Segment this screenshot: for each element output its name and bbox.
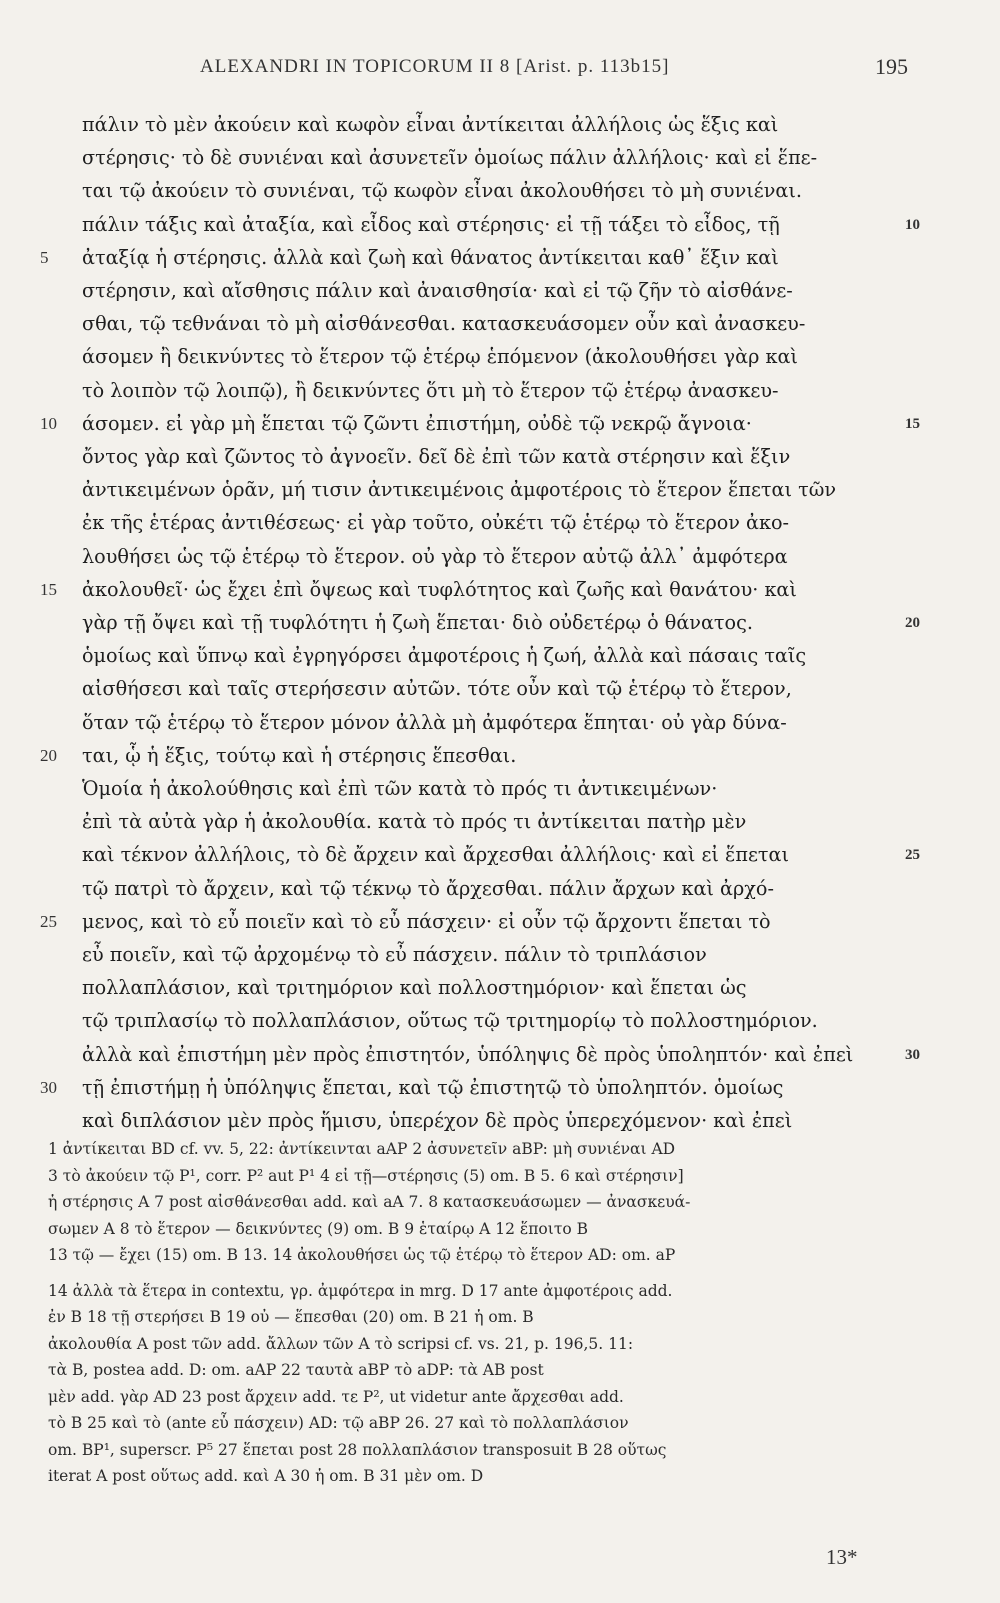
left-line-number: 15 <box>40 579 57 599</box>
text-line-content: ἀλλὰ καὶ ἐπιστήμη μὲν πρὸς ἐπιστητόν, ὑπόληψις δὲ πρὸς ὑποληπτόν· καὶ ἐπεὶ <box>82 1042 854 1066</box>
left-line-number: 20 <box>40 745 57 765</box>
text-line-content: μενος, καὶ τὸ εὖ ποιεῖν καὶ τὸ εὖ πάσχειν· εἰ οὖν τῷ ἄρχοντι ἕπεται τὸ <box>82 909 771 933</box>
left-line-number: 30 <box>40 1077 57 1097</box>
text-line <box>0 938 1000 972</box>
apparatus-line: μὲν add. γὰρ AD 23 post ἄρχειν add. τε P², ut videtur ante ἄρχεσθαι add. <box>48 1387 624 1406</box>
text-line <box>0 1038 1000 1072</box>
text-line-content: σθαι, τῷ τεθνάναι τὸ μὴ αἰσθάνεσθαι. κατασκευάσομεν οὖν καὶ ἀνασκευ- <box>82 312 806 336</box>
text-line-content: ἐκ τῆς ἑτέρας ἀντιθέσεως· εἰ γὰρ τοῦτο, οὐκέτι τῷ ἑτέρῳ τὸ ἕτερον ἀκο- <box>82 511 790 535</box>
apparatus-line: 3 τὸ ἀκούειν τῷ P¹, corr. P² aut P¹ 4 εἰ τῇ—στέρησις (5) om. B 5. 6 καὶ στέρησιν] <box>48 1166 684 1185</box>
text-line <box>0 407 1000 441</box>
text-line <box>0 208 1000 242</box>
text-line <box>0 739 1000 773</box>
text-line-content: άσομεν ἢ δεικνύντες τὸ ἕτερον τῷ ἑτέρῳ ἑπόμενον (ἀκολουθήσει γὰρ καὶ <box>82 345 798 369</box>
text-line <box>0 872 1000 906</box>
right-line-number: 10 <box>905 216 920 233</box>
text-line-content: τῇ ἐπιστήμῃ ἡ ὑπόληψις ἕπεται, καὶ τῷ ἐπιστητῷ τὸ ὑποληπτόν. ὁμοίως <box>82 1075 784 1099</box>
left-line-number: 5 <box>40 247 49 267</box>
text-line-content: τῷ πατρὶ τὸ ἄρχειν, καὶ τῷ τέκνῳ τὸ ἄρχεσθαι. πάλιν ἄρχων καὶ ἀρχό- <box>82 876 774 900</box>
text-line <box>0 274 1000 308</box>
text-line <box>0 639 1000 673</box>
text-line-content: ἀκολουθεῖ· ὡς ἔχει ἐπὶ ὄψεως καὶ τυφλότητος καὶ ζωῆς καὶ θανάτου· καὶ <box>82 577 797 601</box>
running-header <box>200 56 920 78</box>
text-line <box>0 672 1000 706</box>
running-title: ALEXANDRI IN TOPICORUM II 8 [Arist. p. 113b15] <box>200 56 670 77</box>
text-line <box>0 241 1000 275</box>
text-line-content: στέρησιν, καὶ αἴσθησις πάλιν καὶ ἀναισθησία· καὶ εἰ τῷ ζῆν τὸ αἰσθάνε- <box>82 279 793 302</box>
left-line-number: 10 <box>40 413 57 433</box>
apparatus-line: ἐν B 18 τῇ στερήσει B 19 οὐ — ἕπεσθαι (20) om. B 21 ἡ om. B <box>48 1308 534 1326</box>
text-line-content: άσομεν. εἰ γὰρ μὴ ἕπεται τῷ ζῶντι ἐπιστήμη, οὐδὲ τῷ νεκρῷ ἄγνοια· <box>82 411 752 435</box>
apparatus-line: 14 ἀλλὰ τὰ ἕτερα in contextu, γρ. ἀμφότερα in mrg. D 17 ante ἀμφοτέροις add. <box>48 1281 673 1300</box>
text-line <box>0 440 1000 474</box>
text-line <box>0 174 1000 208</box>
text-line <box>0 1004 1000 1038</box>
text-line <box>0 772 1000 806</box>
text-line-content: τὸ λοιπὸν τῷ λοιπῷ), ἢ δεικνύντες ὅτι μὴ τὸ ἕτερον τῷ ἑτέρῳ ἀνασκευ- <box>82 378 779 402</box>
text-line-content: Ὁμοία ἡ ἀκολούθησις καὶ ἐπὶ τῶν κατὰ τὸ πρός τι ἀντικειμένων· <box>82 777 718 800</box>
apparatus-gap <box>48 1269 928 1278</box>
left-line-number: 25 <box>40 911 57 931</box>
text-line <box>0 706 1000 740</box>
apparatus-line: τὰ B, postea add. D: om. aAP 22 ταυτὰ aBP τὸ aDP: τὰ AB post <box>48 1361 544 1379</box>
text-line-content: πάλιν τάξις καὶ ἀταξία, καὶ εἶδος καὶ στέρησις· εἰ τῇ τάξει τὸ εἶδος, τῇ <box>82 212 780 236</box>
text-line-content: ται, ᾧ ἡ ἕξις, τούτῳ καὶ ἡ στέρησις ἕπεσθαι. <box>82 743 517 767</box>
text-line-content: πολλαπλάσιον, καὶ τριτημόριον καὶ πολλοστημόριον· καὶ ἕπεται ὡς <box>82 976 747 1000</box>
apparatus-line: ἡ στέρησις A 7 post αἰσθάνεσθαι add. καὶ aA 7. 8 κατασκευάσωμεν — ἀνασκευά- <box>48 1193 691 1211</box>
text-line <box>0 805 1000 839</box>
critical-apparatus <box>48 1136 928 1490</box>
text-line-content: ται τῷ ἀκούειν τὸ συνιέναι, τῷ κωφὸν εἶναι ἀκολουθήσει τὸ μὴ συνιέναι. <box>82 179 802 203</box>
right-line-number: 20 <box>905 615 920 631</box>
text-line-content: τῷ τριπλασίῳ τὸ πολλαπλάσιον, οὕτως τῷ τριτημορίῳ τὸ πολλοστημόριον. <box>82 1009 818 1033</box>
apparatus-line: σωμεν A 8 τὸ ἕτερον — δεικνύντες (9) om. B 9 ἑταίρῳ A 12 ἕποιτο B <box>48 1219 589 1238</box>
page-number: 195 <box>875 54 908 79</box>
text-line-content: στέρησις· τὸ δὲ συνιέναι καὶ ἀσυνετεῖν ὁμοίως πάλιν ἀλλήλοις· καὶ εἰ ἕπε- <box>82 146 818 170</box>
text-line-content: ὅταν τῷ ἑτέρῳ τὸ ἕτερον μόνον ἀλλὰ μὴ ἀμφότερα ἕπηται· οὐ γὰρ δύνα- <box>82 710 787 734</box>
text-line <box>0 1071 1000 1105</box>
text-line-content: ἀταξίᾳ ἡ στέρησις. ἀλλὰ καὶ ζωὴ καὶ θάνατος ἀντίκειται καθ᾽ ἕξιν καὶ <box>82 245 779 269</box>
text-line-content: καὶ διπλάσιον μὲν πρὸς ἥμισυ, ὑπερέχον δὲ πρὸς ὑπερεχόμενον· καὶ ἐπεὶ <box>82 1109 793 1132</box>
text-line-content: ἐπὶ τὰ αὐτὰ γὰρ ἡ ἀκολουθία. κατὰ τὸ πρός τι ἀντίκειται πατὴρ μὲν <box>82 810 747 834</box>
text-line <box>0 307 1000 341</box>
text-line <box>0 473 1000 507</box>
text-line <box>0 540 1000 574</box>
right-line-number: 25 <box>905 847 920 864</box>
text-line-content: ὄντος γὰρ καὶ ζῶντος τὸ ἀγνοεῖν. δεῖ δὲ ἐπὶ τῶν κατὰ στέρησιν καὶ ἕξιν <box>82 445 791 468</box>
text-line <box>0 573 1000 607</box>
right-line-number: 30 <box>905 1046 920 1063</box>
text-line <box>0 838 1000 872</box>
apparatus-line: om. BP¹, superscr. P⁵ 27 ἕπεται post 28 πολλαπλάσιον transposuit B 28 οὕτως <box>48 1440 667 1459</box>
text-line-content: ἀντικειμένων ὁρᾶν, μή τισιν ἀντικειμένοις ἀμφοτέροις τὸ ἕτερον ἕπεται τῶν <box>82 478 836 502</box>
apparatus-line: τὸ B 25 καὶ τὸ (ante εὖ πάσχειν) AD: τῷ aBP 26. 27 καὶ τὸ πολλαπλάσιον <box>48 1414 629 1432</box>
text-line <box>0 374 1000 408</box>
text-line <box>0 1104 1000 1138</box>
apparatus-line: iterat A post οὕτως add. καὶ A 30 ἡ om. B 31 μὲν om. D <box>48 1467 484 1485</box>
text-line-content: πάλιν τὸ μὲν ἀκούειν καὶ κωφὸν εἶναι ἀντίκειται ἀλλήλοις ὡς ἕξις καὶ <box>82 113 779 136</box>
text-line-content: γὰρ τῇ ὄψει καὶ τῇ τυφλότητι ἡ ζωὴ ἕπεται· διὸ οὐδετέρῳ ὁ θάνατος. <box>82 611 753 634</box>
right-line-number: 15 <box>905 415 920 432</box>
text-line-content: ὁμοίως καὶ ὕπνῳ καὶ ἐγρηγόρσει ἀμφοτέροις ἡ ζωή, ἀλλὰ καὶ πάσαις ταῖς <box>82 644 807 668</box>
apparatus-line: 1 ἀντίκειται BD cf. vv. 5, 22: ἀντίκεινται aAP 2 ἀσυνετεῖν aBP: μὴ συνιέναι AD <box>48 1140 676 1158</box>
apparatus-line: 13 τῷ — ἔχει (15) om. B 13. 14 ἀκολουθήσει ὡς τῷ ἑτέρῳ τὸ ἕτερον AD: om. aP <box>48 1246 676 1264</box>
text-line-content: εὖ ποιεῖν, καὶ τῷ ἀρχομένῳ τὸ εὖ πάσχειν. πάλιν τὸ τριπλάσιον <box>82 943 707 966</box>
text-line-content: αἰσθήσεσι καὶ ταῖς στερήσεσιν αὐτῶν. τότε οὖν καὶ τῷ ἑτέρῳ τὸ ἕτερον, <box>82 677 792 701</box>
text-line-content: καὶ τέκνον ἀλλήλοις, τὸ δὲ ἄρχειν καὶ ἄρχεσθαι ἀλλήλοις· καὶ εἰ ἕπεται <box>82 843 789 867</box>
signature-mark: 13* <box>826 1545 858 1569</box>
text-line <box>0 506 1000 540</box>
text-line <box>0 971 1000 1005</box>
text-line <box>0 606 1000 640</box>
text-line <box>0 905 1000 939</box>
text-line <box>0 141 1000 175</box>
text-line <box>0 108 1000 142</box>
text-line-content: λουθήσει ὡς τῷ ἑτέρῳ τὸ ἕτερον. οὐ γὰρ τὸ ἕτερον αὐτῷ ἀλλ᾽ ἀμφότερα <box>82 544 788 568</box>
apparatus-line: ἀκολουθία A post τῶν add. ἄλλων τῶν A τὸ scripsi cf. vs. 21, p. 196,5. 11: <box>48 1334 634 1353</box>
text-line <box>0 340 1000 374</box>
